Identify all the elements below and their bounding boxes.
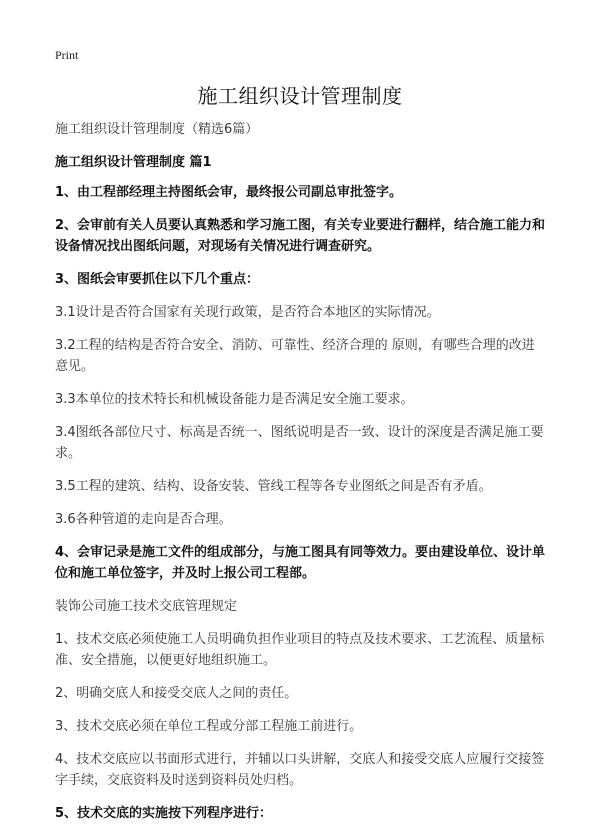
paragraph: 2、明确交底人和接受交底人之间的责任。 bbox=[55, 686, 298, 701]
paragraph: 1、技术交底必须使施工人员明确负担作业项目的特点及技术要求、工艺流程、质量标准、安全措施，以便更好地组织施工。 bbox=[55, 632, 545, 668]
paragraph: 3、技术交底必须在单位工程或分部工程施工前进行。 bbox=[55, 719, 363, 734]
paragraph: 4、会审记录是施工文件的组成部分，与施工图具有同等效力。要由建设单位、设计单位和施工单位签字，并及时上报公司工程部。 bbox=[55, 545, 546, 581]
paragraph: 3.6各种管道的走向是否合理。 bbox=[55, 512, 232, 527]
document-title: 施工组织设计管理制度 bbox=[197, 84, 403, 108]
document-body bbox=[55, 119, 547, 836]
paragraph: 1、由工程部经理主持图纸会审，最终报公司副总审批签字。 bbox=[55, 185, 403, 200]
document-subtitle: 施工组织设计管理制度（精选6篇） bbox=[55, 122, 259, 137]
paragraph: 4、技术交底应以书面形式进行，并辅以口头讲解，交底人和接受交底人应履行交接签字手续，交底资料及时送到资料员处归档。 bbox=[55, 752, 545, 788]
paragraph: 3.1设计是否符合国家有关现行政策，是否符合本地区的实际情况。 bbox=[55, 305, 440, 320]
paragraph: 装饰公司施工技术交底管理规定 bbox=[55, 599, 238, 614]
section-heading: 施工组织设计管理制度 篇1 bbox=[55, 155, 212, 170]
paragraph: 3.4图纸各部位尺寸、标高是否统一、图纸说明是否一致、设计的深度是否满足施工要求。 bbox=[55, 425, 544, 461]
paragraph: 3.5工程的建筑、结构、设备安装、管线工程等各专业图纸之间是否有矛盾。 bbox=[55, 479, 492, 494]
print-label: Print bbox=[55, 48, 79, 62]
paragraph: 2、会审前有关人员要认真熟悉和学习施工图，有关专业要进行翻样，结合施工能力和设备情况找出图纸问题，对现场有关情况进行调查研究。 bbox=[55, 218, 546, 254]
paragraph: 3.3本单位的技术特长和机械设备能力是否满足安全施工要求。 bbox=[55, 392, 414, 407]
paragraph: 3.2工程的结构是否符合安全、消防、可靠性、经济合理的 原则，有哪些合理的改进意见。 bbox=[55, 338, 535, 374]
paragraph: 5、技术交底的实施按下列程序进行： bbox=[55, 806, 273, 821]
paragraph: 3、图纸会审要抓住以下几个重点： bbox=[55, 272, 260, 287]
